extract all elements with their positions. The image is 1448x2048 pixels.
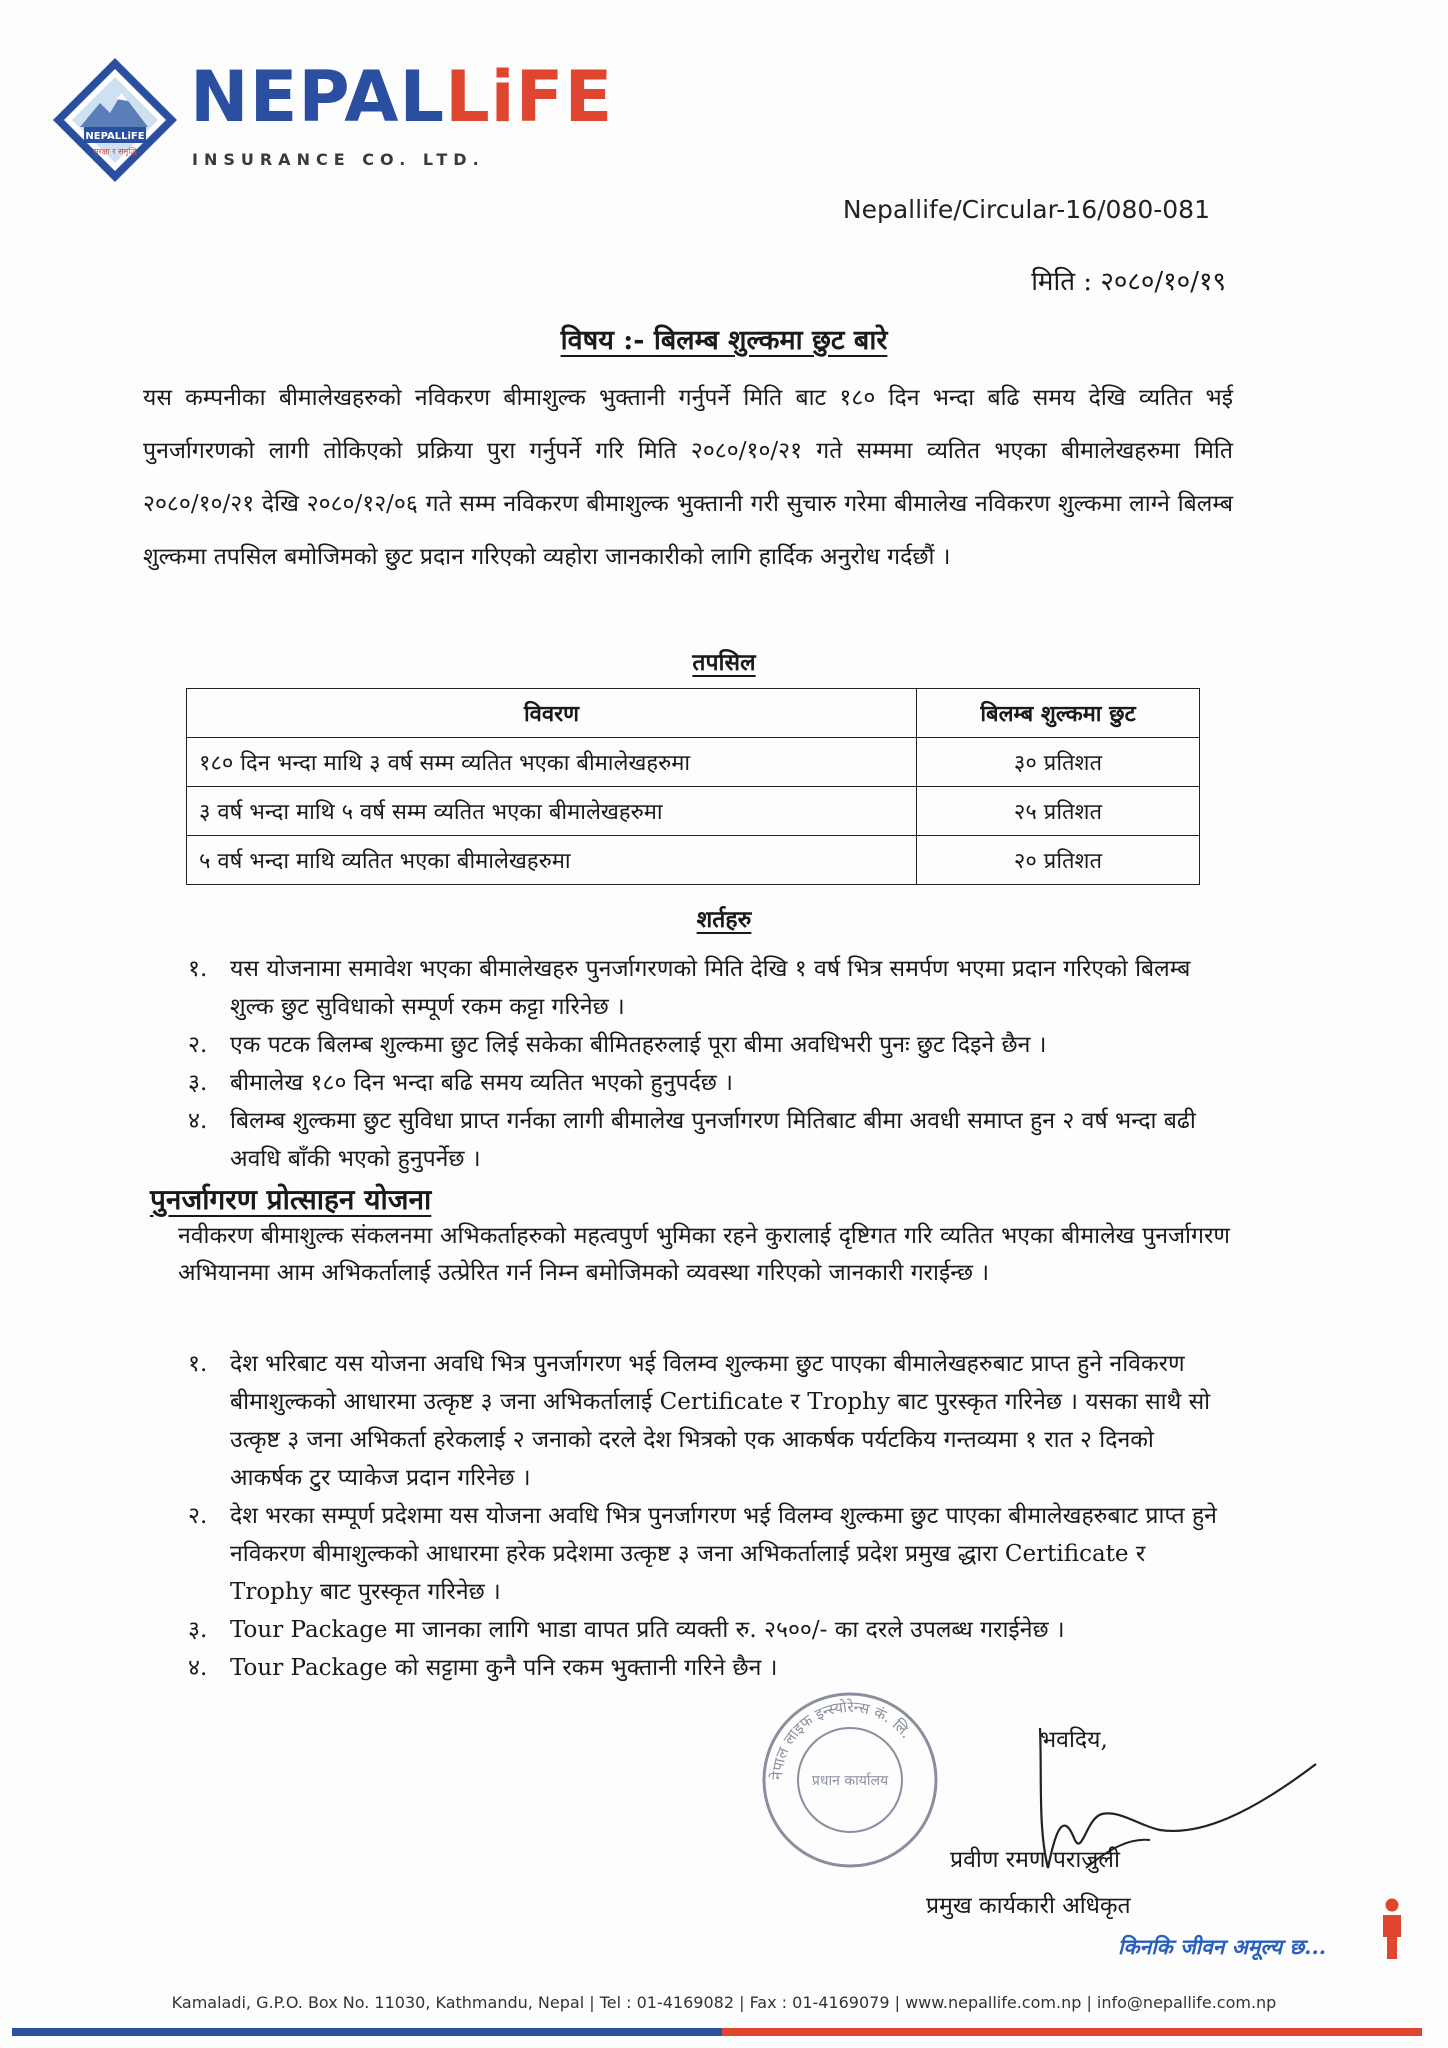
svg-text:नेपाल लाइफ इन्स्योरेन्स कं. लि xyxy=(768,1698,916,1781)
list-item xyxy=(188,1649,1228,1687)
subject-prefix: विषय :- xyxy=(560,325,645,356)
item-number: ३. xyxy=(188,1070,208,1096)
incentive-intro: नवीकरण बीमाशुल्क संकलनमा अभिकर्ताहरुको महत्वपुर्ण भुमिका रहने कुरालाई दृष्टिगत गरि व्यतित भएका बीमालेख पुनर्जागरण अभियानमा आम अभिकर्तालाई उत्प्रेरित गर्न निम्न बमोजिमको व्यवस्था गरिएको जानकारी गराईन्छ । xyxy=(178,1223,1230,1286)
conditions-list xyxy=(188,950,1228,1178)
list-item xyxy=(188,1611,1228,1649)
table-row xyxy=(187,787,1200,836)
discount-table xyxy=(186,688,1200,885)
row-discount: २५ प्रतिशत xyxy=(917,787,1200,836)
row-description: ३ वर्ष भन्दा माथि ५ वर्ष सम्म व्यतित भएका बीमालेखहरुमा xyxy=(187,787,917,836)
office-seal-stamp xyxy=(760,1690,940,1870)
brand-wordmark xyxy=(190,56,614,138)
seal-inner-text: प्रधान कार्यालय xyxy=(811,1773,889,1789)
subject-line xyxy=(0,320,1448,357)
brand-accent: LiFE xyxy=(445,56,614,138)
item-number: ३. xyxy=(188,1617,208,1643)
schedule-heading: तपसिल xyxy=(692,649,756,676)
item-text: देश भरिबाट यस योजना अवधि भित्र पुनर्जागरण भई विलम्व शुल्कमा छुट पाएका बीमालेखहरुबाट प्राप्त हुने नविकरण बीमाशुल्कको आधारमा उत्कृष्ट ३ जना अभिकर्तालाई Certificate र Trophy बाट पुरस्कृत गरिनेछ । यसका साथै सो उत्कृष्ट ३ जना अभिकर्ता हरेकलाई २ जनाको दरले देश भित्रको एक आकर्षक पर्यटकिय गन्तव्यमा १ रात २ दिनको आकर्षक टुर प्याकेज प्रदान गरिनेछ । xyxy=(230,1351,1211,1491)
item-number: २. xyxy=(188,1032,208,1058)
intro-paragraph: यस कम्पनीका बीमालेखहरुको नविकरण बीमाशुल्क भुक्तानी गर्नुपर्ने मिति बाट १८० दिन भन्दा बढि समय देखि व्यतित भई पुनर्जागरणको लागी तोकिएको प्रक्रिया पुरा गर्नुपर्ने गरि मिति २०८०/१०/२१ गते सम्ममा व्यतित भएका बीमालेखहरुमा मिति २०८०/१०/२१ देखि २०८०/१२/०६ गते सम्म नविकरण बीमाशुल्क भुक्तानी गरी सुचारु गरेमा बीमालेख नविकरण शुल्कमा लाग्ने बिलम्ब शुल्कमा तपसिल बमोजिमको छुट प्रदान गरिएको व्यहोरा जानकारीको लागि हार्दिक अनुरोध गर्दछौं । xyxy=(143,385,1233,570)
item-number: १. xyxy=(188,1351,208,1377)
signatory-name: प्रवीण रमण पराजुली xyxy=(950,1847,1120,1873)
item-number: २. xyxy=(188,1503,208,1529)
item-number: ४. xyxy=(188,1108,208,1134)
conditions-heading: शर्तहरु xyxy=(696,906,752,933)
footer-contact: Kamaladi, G.P.O. Box No. 11030, Kathmandu, Nepal | Tel : 01-4169082 | Fax : 01-4169079 | www.nepallife.com.np | info@nepallife.com.np xyxy=(171,1993,1277,2012)
logo-emblem-icon xyxy=(50,55,180,185)
row-description: ५ वर्ष भन्दा माथि व्यतित भएका बीमालेखहरुमा xyxy=(187,836,917,885)
item-text: एक पटक बिलम्ब शुल्कमा छुट लिई सकेका बीमितहरुलाई पूरा बीमा अवधिभरी पुनः छुट दिइने छैन । xyxy=(230,1032,1047,1058)
brand-subtitle: INSURANCE CO. LTD. xyxy=(192,150,485,169)
list-item xyxy=(188,1026,1228,1064)
signatory-title: प्रमुख कार्यकारी अधिकृत xyxy=(926,1893,1131,1919)
item-text: देश भरका सम्पूर्ण प्रदेशमा यस योजना अवधि भित्र पुनर्जागरण भई विलम्व शुल्कमा छुट पाएका बीमालेखहरुबाट प्राप्त हुने नविकरण बीमाशुल्कको आधारमा हरेक प्रदेशमा उत्कृष्ट ३ जना अभिकर्तालाई प्रदेश प्रमुख द्धारा Certificate र Trophy बाट पुरस्कृत गरिनेछ । xyxy=(230,1503,1217,1605)
column-header-discount: बिलम्ब शुल्कमा छुट xyxy=(917,689,1200,738)
table-header-row xyxy=(187,689,1200,738)
row-description: १८० दिन भन्दा माथि ३ वर्ष सम्म व्यतित भएका बीमालेखहरुमा xyxy=(187,738,917,787)
list-item xyxy=(188,1064,1228,1102)
item-text: बीमालेख १८० दिन भन्दा बढि समय व्यतित भएको हुनुपर्दछ । xyxy=(230,1070,733,1096)
subject-text: बिलम्ब शुल्कमा छुट बारे xyxy=(653,325,888,356)
item-text: बिलम्ब शुल्कमा छुट सुविधा प्राप्त गर्नका लागी बीमालेख पुनर्जागरण मितिबाट बीमा अवधी समाप्त हुन २ वर्ष भन्दा बढी अवधि बाँकी भएको हुनुपर्नेछ । xyxy=(230,1108,1196,1172)
row-discount: ३० प्रतिशत xyxy=(917,738,1200,787)
footer-bar-red xyxy=(722,2028,1422,2036)
footer-bar-blue xyxy=(12,2028,722,2036)
list-item xyxy=(188,950,1228,1026)
table-row xyxy=(187,738,1200,787)
company-tagline: किनकि जीवन अमूल्य छ... xyxy=(1118,1934,1327,1959)
logo-text-top: NEPALLiFE xyxy=(85,131,145,142)
brand-main: NEPAL xyxy=(190,56,446,138)
item-text: Tour Package को सट्टामा कुनै पनि रकम भुक्तानी गरिने छैन । xyxy=(230,1655,778,1681)
list-item xyxy=(188,1345,1228,1497)
seal-outer-text: नेपाल लाइफ इन्स्योरेन्स कं. लि. xyxy=(767,1697,916,1781)
table-row xyxy=(187,836,1200,885)
incentive-list xyxy=(188,1345,1228,1687)
circular-reference: Nepallife/Circular-16/080-081 xyxy=(842,195,1210,224)
column-header-description: विवरण xyxy=(187,689,917,738)
list-item xyxy=(188,1102,1228,1178)
item-number: ४. xyxy=(188,1655,208,1681)
row-discount: २० प्रतिशत xyxy=(917,836,1200,885)
list-item xyxy=(188,1497,1228,1611)
item-text: यस योजनामा समावेश भएका बीमालेखहरु पुनर्जागरणको मिति देखि १ वर्ष भित्र समर्पण भएमा प्रदान गरिएको बिलम्ब शुल्क छुट सुविधाको सम्पूर्ण रकम कट्टा गरिनेछ । xyxy=(230,956,1191,1020)
person-icon xyxy=(1378,1897,1406,1961)
circular-date: मिति : २०८०/१०/१९ xyxy=(1031,267,1226,297)
item-text: Tour Package मा जानका लागि भाडा वापत प्रति व्यक्ती रु. २५००/- का दरले उपलब्ध गराईनेछ । xyxy=(230,1617,1065,1643)
logo-text-bottom: सुरक्षा र समृद्धि xyxy=(93,147,137,156)
incentive-heading: पुनर्जागरण प्रोत्साहन योजना xyxy=(150,1183,432,1216)
closing-text: भवदिय, xyxy=(1040,1727,1108,1753)
item-number: १. xyxy=(188,956,208,982)
